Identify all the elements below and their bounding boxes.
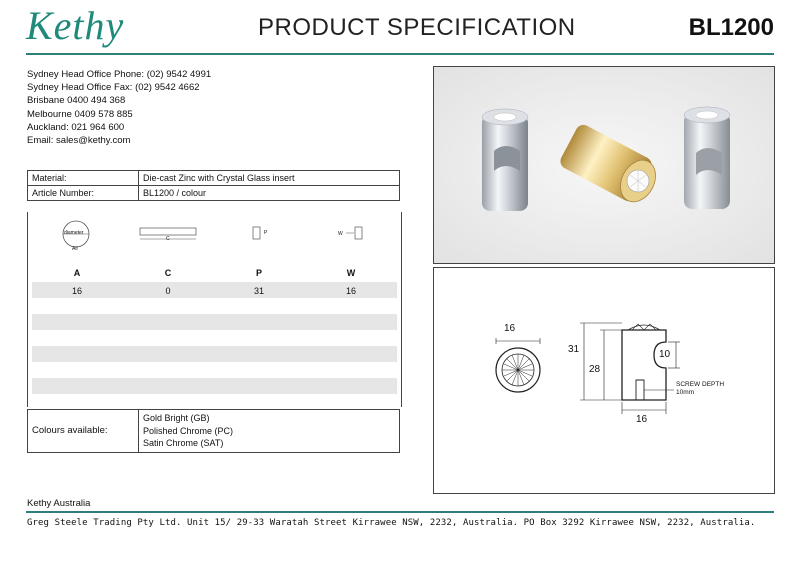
header-divider	[26, 53, 774, 55]
dim-label-31: 31	[568, 344, 580, 355]
satin-chrome-knob	[684, 107, 730, 209]
dim-label-16-bottom: 16	[636, 414, 648, 425]
contact-line: Melbourne 0409 578 885	[27, 108, 133, 120]
empty-row-stripe	[32, 314, 397, 330]
material-table	[27, 170, 400, 201]
diameter-icon-label: diameter	[64, 230, 84, 236]
footer-divider	[26, 511, 774, 513]
article-value: BL1200 / colour	[139, 186, 400, 201]
product-code: BL1200	[688, 14, 774, 41]
contact-line: Sydney Head Office Fax: (02) 9542 4662	[27, 82, 200, 94]
screw-depth-value: 10mm	[676, 389, 695, 396]
product-photo-illustration	[434, 67, 774, 263]
contact-line: Sydney Head Office Phone: (02) 9542 4991	[27, 69, 212, 80]
dim-header-p: P	[255, 268, 262, 278]
article-row	[28, 186, 400, 201]
contact-line: Brisbane 0400 494 368	[27, 95, 126, 107]
dim-value-w: 16	[345, 286, 356, 296]
technical-drawing	[433, 267, 775, 494]
product-photo	[433, 66, 775, 264]
width-icon	[346, 225, 376, 245]
screw-depth-label: SCREW DEPTH	[676, 381, 725, 388]
dim-label-28: 28	[589, 364, 601, 375]
article-label: Article Number:	[28, 186, 139, 201]
diameter-icon	[58, 218, 98, 262]
contact-email[interactable]: Email: sales@kethy.com	[27, 135, 131, 147]
dim-value-c: 0	[165, 286, 171, 296]
colours-label: Colours available:	[28, 410, 139, 453]
material-row	[28, 171, 400, 186]
dim-header-c: C	[164, 268, 172, 278]
colours-table	[27, 409, 400, 453]
dim-header-a: A	[73, 268, 81, 278]
width-icon-label: W	[338, 231, 343, 237]
empty-row-stripe	[32, 378, 397, 394]
dim-value-p: 31	[253, 286, 264, 296]
dim-label-10: 10	[659, 349, 671, 360]
empty-row-stripe	[32, 346, 397, 362]
side-profile	[622, 324, 666, 400]
dimension-panel	[27, 212, 402, 407]
footer-company: Kethy Australia	[27, 498, 91, 509]
polished-chrome-knob	[482, 109, 528, 211]
colours-row	[28, 410, 400, 453]
colours-list	[139, 410, 400, 453]
diameter-all-label: All	[72, 246, 78, 252]
dim-value-a: 16	[71, 286, 82, 296]
material-value: Die-cast Zinc with Crystal Glass insert	[139, 171, 400, 186]
contact-details	[27, 68, 211, 147]
front-view	[496, 338, 540, 392]
material-label: Material:	[28, 171, 139, 186]
length-icon	[136, 224, 206, 244]
projection-icon-label: P	[264, 230, 268, 236]
dim-header-w: W	[346, 268, 356, 278]
contact-line: Auckland: 021 964 600	[27, 121, 125, 133]
colour-option: Gold Bright (GB)	[143, 413, 210, 423]
footer-address: Greg Steele Trading Pty Ltd. Unit 15/ 29-33 Waratah Street Kirrawee NSW, 2232, Australia. PO Box 3292 Kirrawee NSW, 2232, Australia.	[27, 518, 756, 528]
colour-option: Polished Chrome (PC)	[143, 425, 234, 436]
colour-option: Satin Chrome (SAT)	[143, 438, 224, 448]
page-title: PRODUCT SPECIFICATION	[258, 14, 576, 41]
dim-label-16-top: 16	[504, 323, 516, 334]
length-icon-label: C	[166, 236, 170, 242]
kethy-logo: Kethy	[26, 3, 125, 48]
